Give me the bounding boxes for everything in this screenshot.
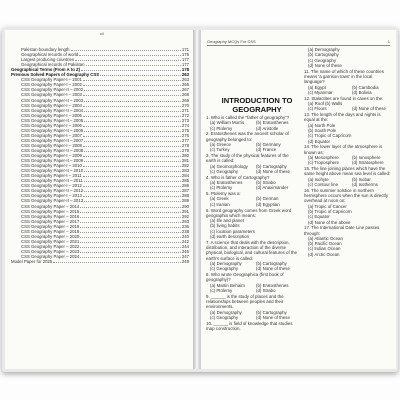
toc-title: CSS Geography Paper-II – 2005 — [21, 117, 84, 123]
toc-page: 177 — [181, 57, 189, 63]
option: (b) Strabo — [256, 180, 276, 186]
toc-page: 277 — [181, 137, 189, 143]
option: (c) Geography — [210, 314, 239, 320]
toc-leader — [84, 90, 181, 91]
question-text: 11. The name of which of these countries means 'a garrison town' in the local language? — [304, 68, 384, 85]
toc-leader — [80, 257, 181, 258]
option: (c) Geography — [210, 168, 239, 174]
toc-page: 236 — [181, 223, 189, 229]
option: (c) Geography — [308, 57, 337, 63]
toc-title: Geographical records of world — [21, 52, 79, 58]
option-row — [206, 288, 298, 293]
option: (a) Mesosphere — [308, 154, 339, 160]
question-text: 15. The line joining places which have the same height above mean sea level is called: — [304, 166, 391, 177]
toc-leader — [84, 191, 181, 192]
toc-leader — [83, 136, 181, 137]
toc-page: 272 — [181, 112, 189, 118]
option-row — [206, 147, 298, 152]
toc-leader — [83, 80, 181, 81]
question-text: 13. The length of the days and nights is equal at the: — [304, 112, 381, 123]
toc-title: CSS Geography Paper-I – 2011 — [21, 173, 82, 179]
option: (c) Floors — [308, 106, 327, 112]
toc-leader — [80, 217, 181, 218]
toc-row — [11, 259, 189, 264]
left-page — [5, 30, 195, 369]
question-text: 8. Who wrote Geographica (first book of geography)? — [206, 272, 284, 283]
toc-page: 271 — [181, 107, 189, 113]
toc-title: CSS Geography Paper-II – 2010 — [21, 168, 84, 174]
option: (b) Ionosphere — [352, 154, 381, 160]
toc-page: 171 — [181, 47, 189, 53]
toc-title: CSS Geography Paper-II – 2012 — [21, 188, 84, 194]
toc-leader — [80, 232, 181, 233]
option-row — [206, 266, 298, 271]
toc-title: CSS Geography Paper-II – 2006 — [21, 127, 84, 133]
toc-page: 247 — [181, 253, 189, 259]
option: (d) Aristotle — [256, 125, 279, 131]
option: (c) Turkey — [210, 147, 230, 153]
option: (d) Bolivia — [352, 89, 372, 95]
toc-title: CSS Geography Paper-II – 2011 — [21, 178, 83, 184]
option: (d) Egyptian — [256, 201, 280, 207]
question-item — [304, 96, 392, 112]
toc-title: CSS Geography Paper-II – 2007 — [21, 137, 84, 143]
toc-page: 238 — [181, 228, 189, 234]
toc-page: 281 — [181, 158, 189, 164]
question-text: 9. ______ is the study of places and the relationships between peoples and their environments. — [206, 293, 284, 310]
toc-title: Model Paper for 2025 — [11, 259, 53, 265]
option: (a) Greek — [210, 196, 229, 202]
toc-leader — [79, 55, 181, 56]
toc-title: CSS Geography Paper – 2017 — [21, 218, 80, 224]
question-item — [206, 272, 298, 293]
toc-leader — [80, 252, 181, 253]
option-row — [304, 90, 392, 95]
toc-leader — [80, 227, 181, 228]
option: (d) None of these — [352, 106, 386, 112]
toc-title: CSS Geography Paper-II – 2008 — [21, 147, 84, 153]
toc-page: 177 — [181, 62, 189, 68]
toc-leader — [83, 176, 181, 177]
option: (a) Martin Behaim — [210, 282, 245, 288]
toc-page: 178 — [181, 67, 189, 73]
toc-title: CSS Geography Paper-I – 2004 — [21, 102, 82, 108]
toc-leader — [83, 186, 181, 187]
option: (b) Cartography — [308, 52, 339, 58]
right-page — [200, 30, 396, 369]
option: (d) None of these — [308, 62, 342, 68]
toc-title: CSS Geography Paper – 2024 — [21, 253, 80, 259]
toc-page: 280 — [181, 153, 189, 159]
toc-page: 284 — [181, 173, 189, 179]
toc-leader — [83, 95, 181, 96]
option: (b) Isobar — [352, 176, 371, 182]
left-page-header: xii — [100, 31, 104, 36]
toc-leader — [81, 70, 181, 71]
toc-leader — [84, 171, 181, 172]
option: (a) life and planet — [210, 218, 244, 224]
question-item — [206, 175, 298, 191]
option-row — [304, 160, 392, 165]
toc-page: 291 — [181, 208, 189, 214]
question-text: 17. The International Date Line passes through: — [304, 225, 380, 236]
toc-leader — [80, 212, 181, 213]
toc-leader — [83, 156, 181, 157]
option-row — [304, 182, 392, 187]
toc-page: 244 — [181, 243, 189, 249]
toc-page: 285 — [181, 178, 189, 184]
toc-leader — [84, 101, 181, 102]
option: (c) Geography — [210, 266, 239, 272]
toc-leader — [83, 116, 181, 117]
question-text: 6. Word geography comes from Greek word geographia which means: — [206, 207, 292, 218]
toc-title: CSS Geography Paper – 2021 — [21, 238, 80, 244]
chapter-title: INTRODUCTION TO GEOGRAPHY — [221, 96, 293, 114]
option: (b) Cambodia — [352, 84, 379, 90]
toc-page: 267 — [181, 87, 189, 93]
running-header-title: Geography MCQs For CSS — [207, 39, 256, 44]
option: (b) living habits — [210, 223, 240, 229]
running-header — [207, 39, 390, 46]
question-item — [206, 294, 298, 320]
question-item — [304, 188, 392, 225]
toc-page: 278 — [181, 142, 189, 148]
option: (a) Eratosthenes — [210, 180, 243, 186]
option: (d) Anaximander — [256, 185, 289, 191]
toc-leader — [80, 222, 181, 223]
toc-leader — [80, 207, 181, 208]
option: (d) Isotherms — [352, 181, 378, 187]
toc-title: Geographical records of Pakistan — [21, 62, 85, 68]
option: (a) Tropic of Cancer — [308, 203, 347, 209]
question-item — [206, 153, 298, 174]
question-item — [304, 112, 392, 144]
toc-leader — [83, 106, 181, 107]
toc-title: CSS Geography Paper-II – 2002 — [21, 87, 84, 93]
toc-leader — [80, 247, 181, 248]
option: (a) North Pole — [308, 122, 336, 128]
option: (c) location parameters — [210, 228, 255, 234]
option: (a) Demography — [210, 309, 242, 315]
option: (a) Isohyte — [308, 176, 329, 182]
toc-page: 246 — [181, 248, 189, 254]
option: (d) None of the above — [308, 219, 351, 225]
toc-leader — [83, 146, 181, 147]
option: (a) Geomorphology — [210, 163, 248, 169]
toc-leader — [84, 111, 181, 112]
toc-leader — [53, 262, 181, 263]
toc-leader — [84, 121, 181, 122]
toc-leader — [71, 50, 181, 51]
toc-page: 263 — [181, 72, 189, 78]
toc-title: CSS Geography Paper – 2023 — [21, 248, 80, 254]
option-row — [206, 185, 298, 190]
question-item — [304, 69, 392, 95]
toc-title: CSS Geography Paper-I – 2008 — [21, 142, 82, 148]
question-text: 1. Who is called the "father of geography"? — [206, 115, 290, 120]
toc-title: CSS Geography Paper-I – 2001 — [21, 77, 82, 83]
option: (c) Iranian — [210, 201, 230, 207]
question-item — [304, 144, 392, 165]
toc-page: 286 — [181, 183, 189, 189]
toc-title: CSS Geography Paper-I – 2007 — [21, 132, 82, 138]
toc-page: 273 — [181, 117, 189, 123]
toc-title: Geographical Terms (From A to Z) — [11, 67, 81, 73]
option: (b) Eratosthenes — [256, 282, 289, 288]
option: (b) Cartography — [256, 261, 287, 267]
question-text: 5. Ptolemy was a: — [206, 191, 241, 197]
question-item — [206, 321, 298, 332]
option: (c) Troposphere — [308, 160, 339, 166]
toc-title: CSS Geography Paper-I – 2013 — [21, 193, 82, 199]
option: (b) Cartography — [256, 163, 287, 169]
toc-title: CSS Geography Paper-I – 2010 — [21, 163, 82, 169]
toc-title: CSS Geography Paper-I – 2003 — [21, 92, 82, 98]
question-column-2 — [304, 47, 392, 258]
toc-leader — [86, 65, 181, 66]
toc-leader — [83, 196, 181, 197]
option: (d) Equator — [308, 138, 330, 144]
toc-page: 279 — [181, 147, 189, 153]
toc-title: CSS Geography Paper – 2019 — [21, 228, 80, 234]
open-book — [2, 27, 398, 372]
toc-title: CSS Geography Paper-II – 2003 — [21, 97, 84, 103]
toc-page: 282 — [181, 163, 189, 169]
toc-title: CSS Geography Paper – 2018 — [21, 223, 80, 229]
toc-page: 270 — [181, 102, 189, 108]
question-item — [206, 208, 298, 240]
question-item — [206, 240, 298, 272]
option: (a) Roof (b) Walls — [308, 100, 343, 106]
toc-page: 175 — [181, 52, 189, 58]
toc-page: 268 — [181, 92, 189, 98]
toc-title: Largest producing countries — [21, 57, 75, 63]
toc-title: CSS Geography Paper – 2016 — [21, 213, 80, 219]
toc-leader — [84, 201, 181, 202]
toc-title: CSS Geography Paper-I – 2009 — [21, 153, 82, 159]
toc-title: CSS Geography Paper-I – 2002 — [21, 82, 82, 88]
question-item — [304, 225, 392, 257]
option: (c) Tropic of Capricorn — [308, 133, 352, 139]
toc-leader — [84, 151, 181, 152]
toc-title: CSS Geography Paper-II – 2004 — [21, 107, 84, 113]
option: (c) Contour line — [308, 181, 339, 187]
toc-page: 275 — [181, 127, 189, 133]
toc-title: CSS Geography Paper – 2020 — [21, 233, 80, 239]
question-item — [206, 131, 298, 152]
option-row — [206, 202, 298, 207]
toc-leader — [83, 126, 181, 127]
option: (c) Ptolemy — [210, 185, 233, 191]
page-number: 1 — [387, 39, 390, 44]
toc-title: CSS Geography Paper-II – 2009 — [21, 158, 84, 164]
option: (a) Atlantic Ocean — [308, 235, 343, 241]
question-text: 10. ______ is field of knowledge that studies map construction. — [206, 320, 293, 332]
toc-page: 242 — [181, 238, 189, 244]
toc-page: 266 — [181, 82, 189, 88]
question-column-1 — [206, 115, 298, 332]
option: (a) Greece — [210, 141, 231, 147]
toc-title: CSS Geography Paper – 2014 — [21, 203, 80, 209]
toc-title: Previous Solved Papers of Geography CSS — [11, 72, 100, 78]
toc-page: 263 — [181, 77, 189, 83]
toc-leader — [84, 161, 181, 162]
option: (a) Demography — [308, 47, 340, 52]
option: (c) Indian Ocean — [308, 246, 341, 252]
toc-title: CSS Geography Paper-II – 2013 — [21, 198, 84, 204]
option: (d) Arctic Ocean — [308, 251, 340, 257]
question-item — [206, 191, 298, 207]
toc-page: 274 — [181, 122, 189, 128]
toc-title: CSS Geography Paper-I – 2005 — [21, 112, 82, 118]
question-text: 16. The summer solstice in northern hemisphere occurs when the sun is directly overhead at noon on: — [304, 187, 388, 204]
option: (c) Ptolemy — [210, 125, 233, 131]
option-row — [206, 315, 298, 320]
toc-leader — [83, 85, 181, 86]
option: (b) Pacific Ocean — [308, 241, 342, 247]
toc-title: Pakistan boundary length — [21, 47, 70, 53]
question-text: 14. The lower layer of the atmosphere is known as: — [304, 144, 383, 155]
option: (a) Demography — [210, 261, 242, 267]
option: (b) Eratosthenes — [256, 120, 289, 126]
option: (b) Tropic of Capricorn — [308, 208, 352, 214]
toc-page: 293 — [181, 218, 189, 224]
option: (a) William Morris — [210, 120, 245, 126]
option: (c) Myanmar — [308, 89, 333, 95]
toc-title: CSS Geography Paper – 2022 — [21, 243, 80, 249]
option: (d) None of these — [256, 266, 290, 272]
question-text: 3. The study of the physical features of the earth is called: — [206, 153, 289, 164]
option: (d) None of these — [256, 168, 290, 174]
option: (d) Strabo — [256, 288, 276, 293]
option: (c) Ptolemy — [210, 288, 233, 293]
toc-page: 249 — [181, 259, 189, 265]
toc-title: CSS Geography Paper – 2015 — [21, 208, 80, 214]
option-row — [206, 126, 298, 131]
toc-page: 240 — [181, 233, 189, 239]
toc-page: 276 — [181, 132, 189, 138]
toc-page: 269 — [181, 97, 189, 103]
option: (d) None of these — [256, 314, 290, 320]
toc-page: 288 — [181, 193, 189, 199]
question-item — [206, 115, 298, 131]
option: (b) South Pole — [308, 127, 337, 133]
toc-leader — [75, 60, 181, 61]
table-of-contents — [11, 47, 189, 264]
question-item — [304, 166, 392, 187]
question-text: 2. Eratosthenes was the ancient scholar of geography belonged to: — [206, 131, 289, 142]
toc-title: CSS Geography Paper-I – 2012 — [21, 183, 82, 189]
option-row — [206, 169, 298, 174]
option: (b) Germany — [256, 141, 281, 147]
question-text: 4. Who is father of Cartography? — [206, 174, 270, 180]
toc-leader — [84, 181, 181, 182]
toc-leader — [83, 166, 181, 167]
toc-page: 283 — [181, 168, 189, 174]
toc-leader — [80, 237, 181, 238]
option: (b) German — [256, 196, 279, 202]
toc-title: CSS Geography Paper-I – 2006 — [21, 122, 82, 128]
option: (d) France — [256, 147, 277, 153]
option: (d) Stratosphere — [352, 160, 384, 166]
toc-page: 292 — [181, 213, 189, 219]
option: (b) Cartography — [256, 309, 287, 315]
option: (d) earth description — [210, 234, 250, 240]
toc-leader — [80, 242, 181, 243]
question-text: 7. A science that deals with the description, distribution, and interaction of the diverse physical, biological, and cultural features of the earth's surface is called: — [206, 239, 298, 261]
option: (a) Egypt — [308, 84, 326, 90]
question-text: 12. Stalactites are found in caves on the: — [304, 95, 384, 101]
toc-leader — [84, 141, 181, 142]
toc-leader — [84, 131, 181, 132]
toc-page: 287 — [181, 188, 189, 194]
question-item — [304, 47, 392, 68]
option-row — [304, 106, 392, 111]
option: (c) Equator — [308, 214, 330, 220]
toc-page: 290 — [181, 203, 189, 209]
toc-page: 289 — [181, 198, 189, 204]
toc-leader — [100, 75, 181, 76]
